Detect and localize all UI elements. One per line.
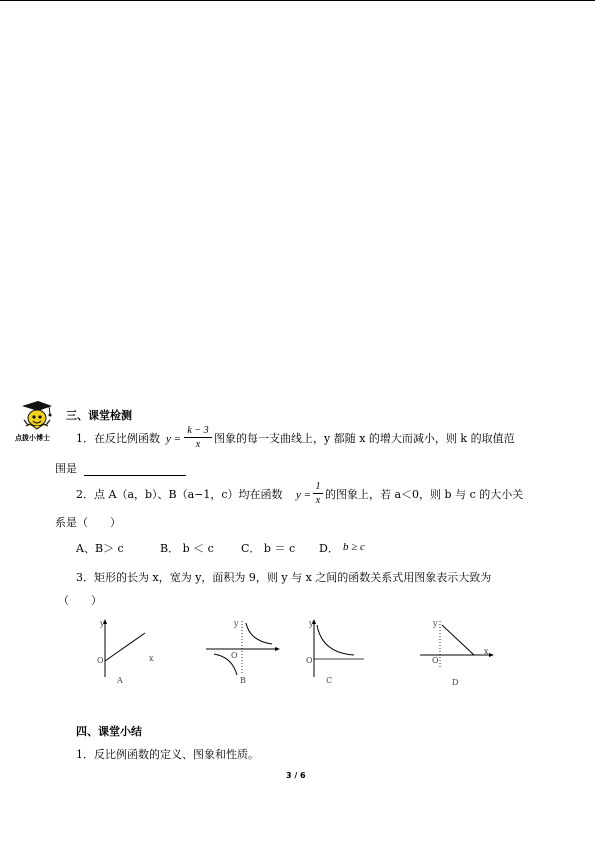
q1-y-eq: y = [166,433,182,445]
graph-a-caption: A [117,676,123,685]
graph-c [304,617,374,679]
graph-a-y-label: y [100,619,105,628]
q1-fraction [184,425,212,450]
graph-d-y-label: y [433,619,438,628]
graph-d-caption: D [452,678,459,687]
q2-option-d: D． [319,542,339,555]
graph-a-x-label: x [149,654,154,663]
graph-c-y-label: y [309,619,314,628]
q3-text: 3．矩形的长为 x，宽为 y，面积为 9，则 y 与 x 之间的函数关系式用图象表示大致为 [76,571,492,584]
q1-denominator: x [195,439,201,450]
graph-c-origin: O [306,656,313,665]
header-rule [0,0,595,1]
graph-c-caption: C [326,676,333,685]
page-number: 3 / 6 [286,771,306,780]
graph-a-origin: O [97,656,104,665]
q2-denominator: x [315,495,321,506]
q1-numerator: k − 3 [187,425,209,436]
q1-fraction-bar [184,437,212,438]
section-title-summary: 四、课堂小结 [76,725,142,738]
q1-answer-blank[interactable] [84,475,186,476]
graph-d-origin: O [432,656,439,665]
q2-fraction-bar [313,493,323,494]
q2-y-eq: y = [296,489,312,501]
graph-b-y-label: y [234,619,239,628]
graph-b [204,617,280,679]
q2-suffix: 的图象上，若 a＜0，则 b 与 c 的大小关 [325,488,524,501]
q2-option-a: A、B＞ c [76,542,124,555]
q1-prefix: 1．在反比例函数 [76,432,160,445]
q1-line2: 围是 [55,462,77,475]
q3-line2: （ ） [58,594,102,607]
q2-numerator: 1 [315,481,321,492]
graph-b-caption: B [240,676,246,685]
section-title-check: 三、课堂检测 [66,409,132,422]
q1-suffix: 图象的每一支曲线上，y 都随 x 的增大而减小，则 k 的取值范 [214,432,515,445]
q2-line2: 系是（ ） [55,516,121,529]
logo-caption: 点拨小博士 [15,433,50,442]
graph-d-x-label: x [484,647,489,656]
q2-fraction [313,481,323,506]
q2-option-c: C． b ＝ c [241,542,296,555]
q2-option-b: B． b ＜ c [160,542,214,555]
graph-a [95,617,165,679]
graph-b-origin: O [231,651,238,660]
q2-prefix: 2．点 A（a，b）、B（a−1，c）均在函数 [76,488,283,501]
summary-item-1: 1．反比例函数的定义、图象和性质。 [76,748,259,761]
q2-option-d-math: b ≥ c [343,541,365,553]
